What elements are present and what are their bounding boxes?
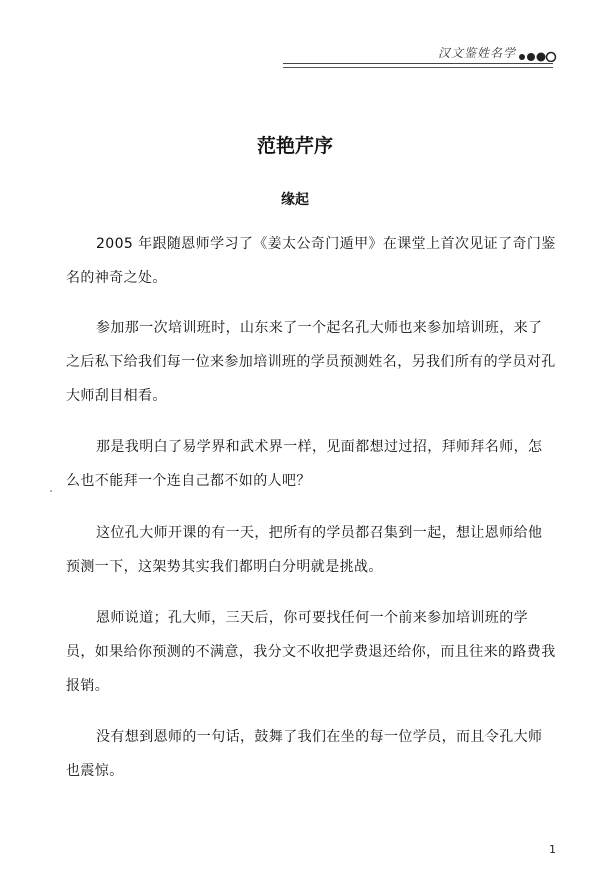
page-title: 范艳芹序 <box>256 135 333 157</box>
body-paragraph: 这位孔大师开课的有一天，把所有的学员都召集到一起，想让恩师给他预测一下，这架势其实我们都明白分明就是挑战。 <box>66 525 543 575</box>
body-paragraph: 2005 年跟随恩师学习了《姜太公奇门遁甲》在课堂上首次见证了奇门鉴名的神奇之处。 <box>66 236 556 286</box>
page-number: 1 <box>549 843 556 856</box>
header-dots-decoration <box>518 50 558 62</box>
body-paragraph: 那是我明白了易学界和武术界一样，见面都想过过招，拜师拜名师，怎么也不能拜一个连自己都不如的人吧？ <box>66 439 543 489</box>
body-paragraph: 参加那一次培训班时，山东来了一个起名孔大师也来参加培训班，来了之后私下给我们每一位来参加培训班的学员预测姓名，另我们所有的学员对孔大师刮目相看。 <box>66 320 556 404</box>
scan-speck <box>50 490 52 492</box>
header-rule <box>283 63 553 64</box>
header-label: 汉文鉴姓名学 <box>438 46 517 60</box>
body-paragraph: 恩师说道；孔大师，三天后，你可要找任何一个前来参加培训班的学员，如果给你预测的不满意，我分文不收把学费退还给你，而且往来的路费我报销。 <box>66 610 556 694</box>
body-paragraph: 没有想到恩师的一句话，鼓舞了我们在坐的每一位学员，而且令孔大师也震惊。 <box>66 729 543 779</box>
header-rule <box>283 67 553 68</box>
section-subtitle: 缘起 <box>281 192 309 208</box>
